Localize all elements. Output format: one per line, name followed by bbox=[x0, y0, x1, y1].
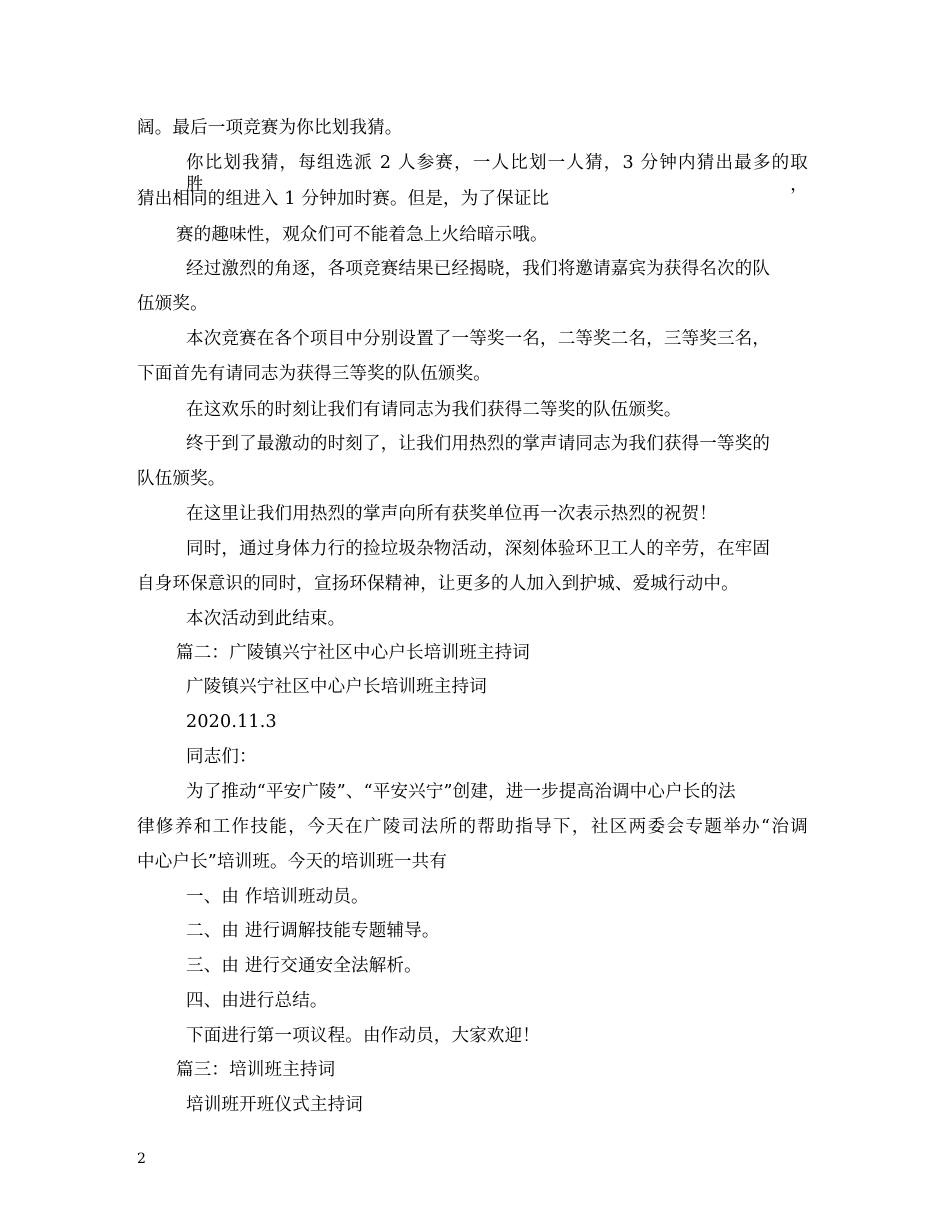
body-text-line: 中心户长”培训班。今天的培训班一共有 bbox=[137, 852, 448, 872]
body-text-line: 伍颁奖。 bbox=[137, 294, 208, 314]
section-heading: 篇二：广陵镇兴宁社区中心户长培训班主持词 bbox=[176, 643, 530, 663]
body-text-line: 三、由 进行交通安全法解析。 bbox=[186, 956, 422, 976]
body-text-line: 下面首先有请同志为获得三等奖的队伍颁奖。 bbox=[137, 364, 491, 384]
body-text-line: 培训班开班仪式主持词 bbox=[186, 1095, 363, 1115]
body-text-line: 自身环保意识的同时，宣扬环保精神，让更多的人加入到护城、爱城行动中。 bbox=[137, 574, 739, 594]
body-text-line: 赛的趣味性，观众们可不能着急上火给暗示哦。 bbox=[176, 225, 548, 245]
body-text-line: 你比划我猜，每组选派 2 人参赛，一人比划一人猜，3 分钟内猜出最多的取胜， bbox=[186, 153, 808, 195]
body-text-line: 在这里让我们用热烈的掌声向所有获奖单位再一次表示热烈的祝贺！ bbox=[186, 504, 717, 524]
body-text-line: 经过激烈的角逐，各项竞赛结果已经揭晓，我们将邀请嘉宾为获得名次的队 bbox=[186, 259, 771, 279]
body-text-line: 本次竞赛在各个项目中分别设置了一等奖一名，二等奖二名，三等奖三名， bbox=[186, 329, 771, 349]
body-text-line: 二、由 进行调解技能专题辅导。 bbox=[186, 921, 440, 941]
body-text-line: 阔。最后一项竞赛为你比划我猜。 bbox=[137, 118, 403, 138]
body-text-line: 为了推动“平安广陵”、“平安兴宁”创建，进一步提高治调中心户长的法 bbox=[186, 782, 736, 802]
body-text-line: 一、由 作培训班动员。 bbox=[186, 887, 369, 907]
body-text-line: 在这欢乐的时刻让我们有请同志为我们获得二等奖的队伍颁奖。 bbox=[186, 400, 682, 420]
body-text-line: 同志们： bbox=[186, 747, 257, 767]
date-text: 2020.11.3 bbox=[186, 712, 277, 732]
body-text-line: 四、由进行总结。 bbox=[186, 991, 328, 1011]
body-text-line: 队伍颁奖。 bbox=[137, 469, 226, 489]
body-text-line: 猜出相同的组进入 1 分钟加时赛。但是，为了保证比 bbox=[137, 189, 550, 209]
section-heading: 篇三：培训班主持词 bbox=[176, 1060, 336, 1080]
body-text-line: 终于到了最激动的时刻了，让我们用热烈的掌声请同志为我们获得一等奖的 bbox=[186, 434, 771, 454]
page-number: 2 bbox=[137, 1151, 146, 1167]
body-text-line: 广陵镇兴宁社区中心户长培训班主持词 bbox=[186, 677, 487, 697]
body-text-line: 下面进行第一项议程。由作动员，大家欢迎！ bbox=[186, 1026, 540, 1046]
body-text-line: 本次活动到此结束。 bbox=[186, 609, 346, 629]
body-text-line: 同时，通过身体力行的捡垃圾杂物活动，深刻体验环卫工人的辛劳，在牢固 bbox=[186, 539, 771, 559]
body-text-line: 律修养和工作技能，今天在广陵司法所的帮助指导下，社区两委会专题举办“治调 bbox=[137, 817, 808, 837]
